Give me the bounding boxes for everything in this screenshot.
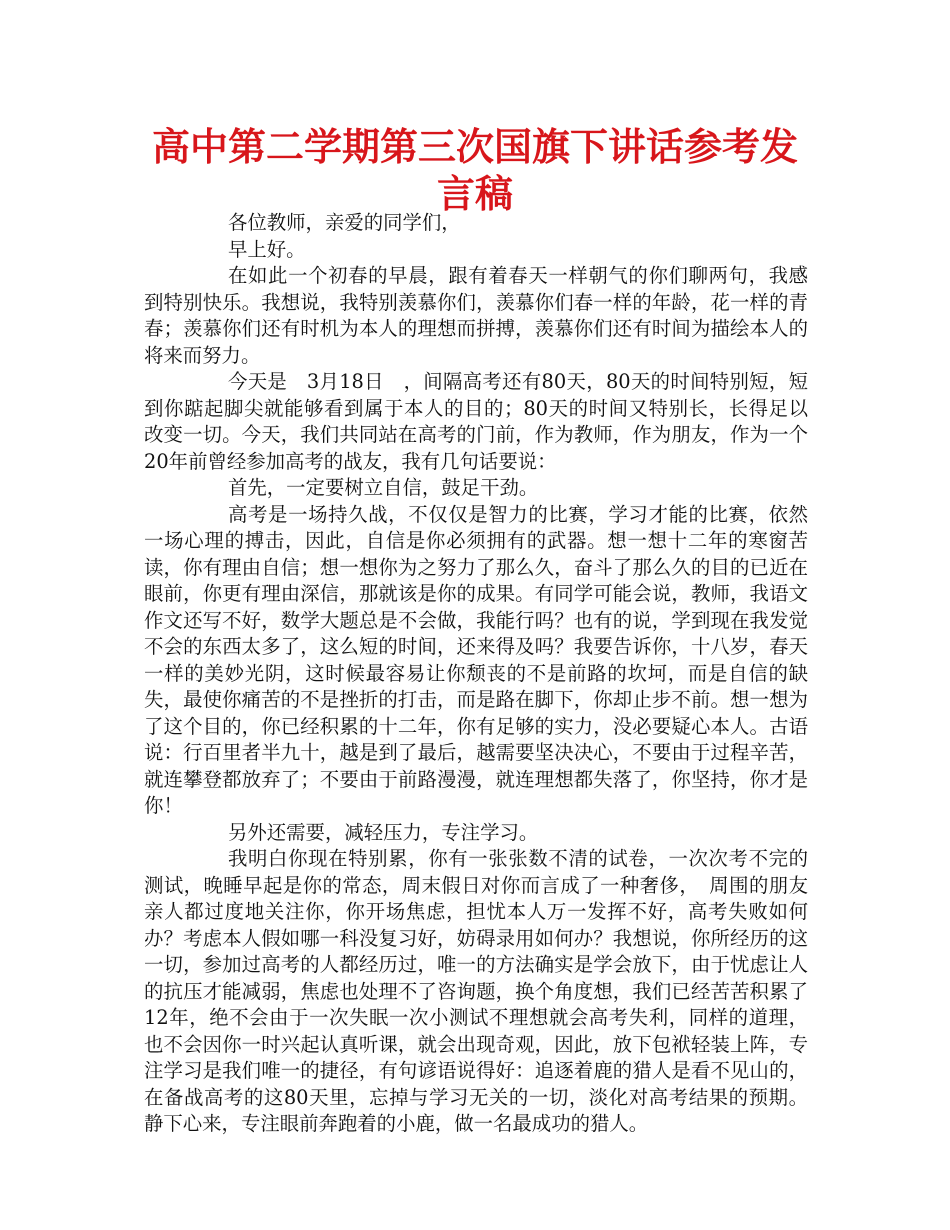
- paragraph: 各位教师，亲爱的同学们，: [228, 211, 461, 234]
- document-title: 高中第二学期第三次国旗下讲话参考发言稿: [151, 125, 798, 216]
- paragraph: 另外还需要，减轻压力，专注学习。: [228, 820, 539, 844]
- paragraph: 早上好。: [228, 237, 306, 261]
- paragraph: 我明白你现在特别累，你有一张张数不清的试卷，一次次考不完的测试，晚睡早起是你的常态，周末假日对你而言成了一种奢侈， 周围的朋友亲人都过度地关注你，你开场焦虑，担忧本人万一发挥不好，高考失败如何办？考虑本人假如哪一科没复习好，妨碍录用如何办？我想说，你所经历的这一切，参加过高考的人都经历过，唯一的方法确实是学会放下，由于忧虑让人的抗压才能减弱，焦虑也处理不了咨询题，换个角度想，我们已经苦苦积累了12年，绝不会由于一次失眠一次小测试不理想就会高考失利，同样的道理，也不会因你一时兴起认真听课，就会出现奇观，因此，放下包袱轻装上阵，专注学习是我们唯一的捷径，有句谚语说得好：追逐着鹿的猎人是看不见山的，在备战高考的这80天里，忘掉与学习无关的一切，淡化对高考结果的预期。静下心来，专注眼前奔跑着的小鹿，做一名最成功的猎人。: [144, 847, 808, 1135]
- paragraph: 今天是 3月18日 ，间隔高考还有80天，80天的时间特别短，短到你踮起脚尖就能够看到属于本人的目的；80天的时间又特别长，长得足以改变一切。今天，我们共同站在高考的门前，作为教师，作为朋友，作为一个20年前曾经参加高考的战友，我有几句话要说：: [144, 370, 808, 473]
- paragraph: 高考是一场持久战，不仅仅是智力的比赛，学习才能的比赛，依然一场心理的搏击，因此，自信是你必须拥有的武器。想一想十二年的寒窗苦读，你有理由自信；想一想你为之努力了那么久，奋斗了那么久的目的已近在眼前，你更有理由深信，那就该是你的成果。有同学可能会说，教师，我语文作文还写不好，数学大题总是不会做，我能行吗？也有的说，学到现在我发觉不会的东西太多了，这么短的时间，还来得及吗？我要告诉你，十八岁，春天一样的美妙光阴，这时候最容易让你颓丧的不是前路的坎坷，而是自信的缺失，最使你痛苦的不是挫折的打击，而是路在脚下，你却止步不前。想一想为了这个目的，你已经积累的十二年，你有足够的实力，没必要疑心本人。古语说：行百里者半九十，越是到了最后，越需要坚决决心，不要由于过程辛苦，就连攀登都放弃了；不要由于前路漫漫，就连理想都失落了，你坚持，你才是你！: [144, 502, 808, 817]
- paragraph: 在如此一个初春的早晨，跟有着春天一样朝气的你们聊两句，我感到特别快乐。我想说，我特别羡慕你们，羡慕你们春一样的年龄，花一样的青春；羡慕你们还有时机为本人的理想而拼搏，羡慕你们还有时间为描绘本人的将来而努力。: [144, 264, 808, 367]
- paragraph: 首先，一定要树立自信，鼓足干劲。: [228, 476, 539, 499]
- document-body: [144, 210, 808, 1138]
